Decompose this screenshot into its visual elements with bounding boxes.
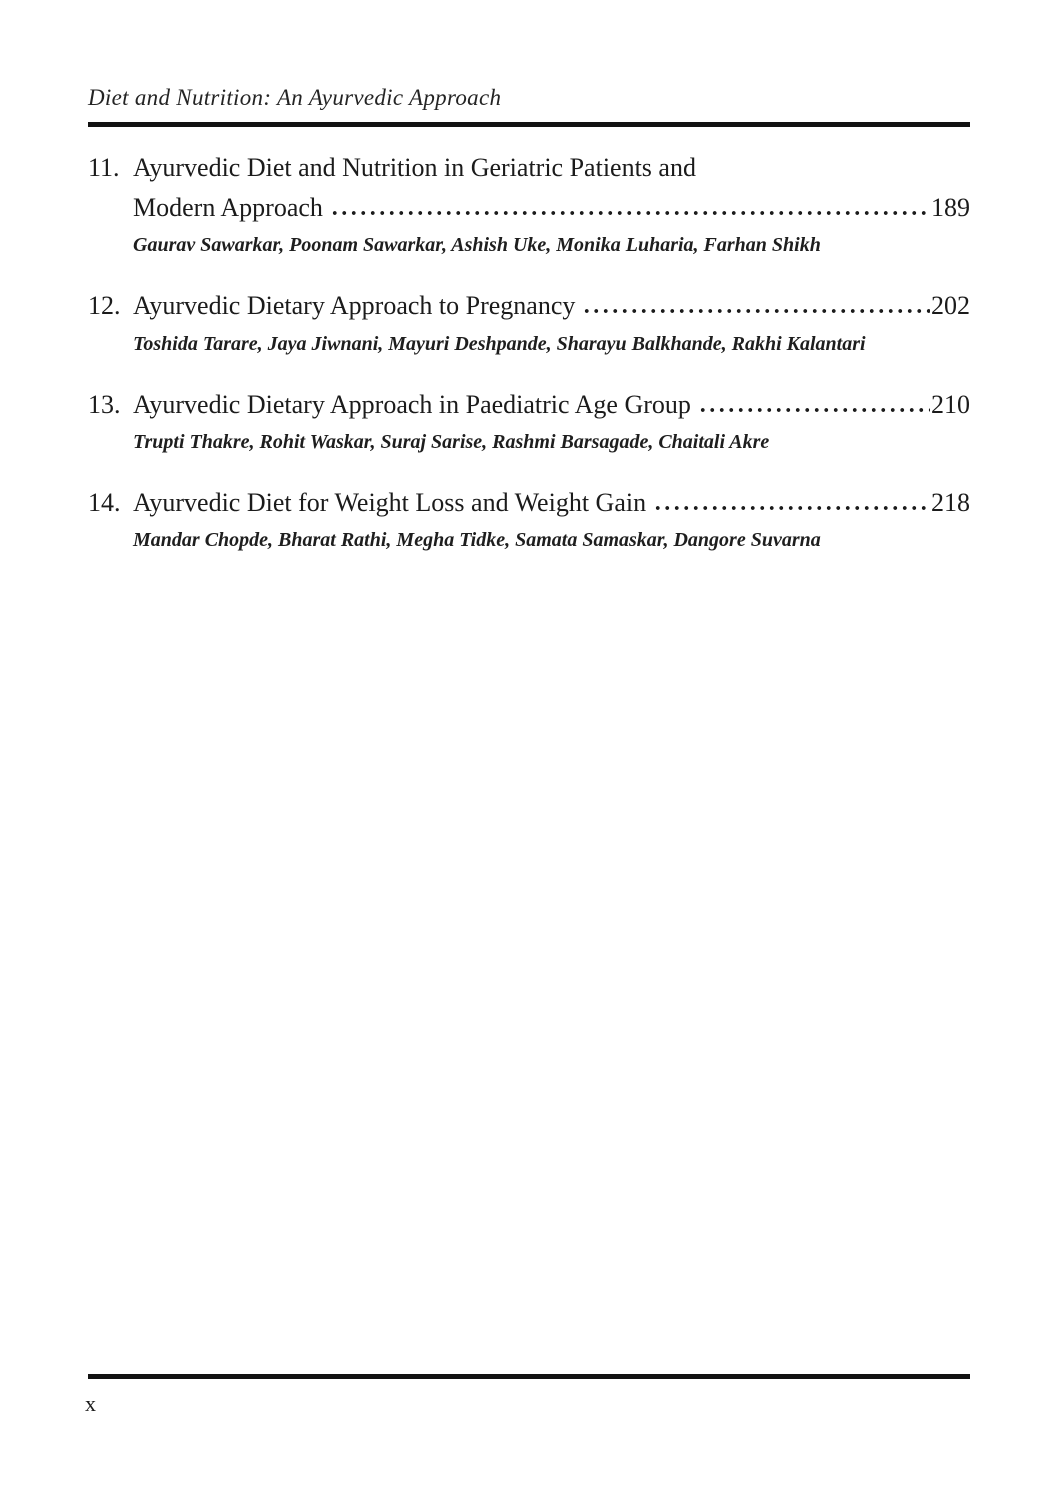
page-number: x [85,1391,96,1416]
dot-leader [698,407,930,413]
toc-entry-11 [88,148,970,261]
dot-leader [330,210,930,216]
chapter-number: 13. [88,389,121,419]
chapter-page-number: 218 [931,487,970,517]
chapter-number: 11. [88,152,120,182]
page-footer [85,1374,970,1417]
chapter-number: 12. [88,291,121,321]
chapter-authors: Trupti Thakre, Rohit Waskar, Suraj Sarise, Rashmi Barsagade, Chaitali Akre [133,430,770,453]
toc-entry-12 [88,286,970,358]
chapter-title-line-2 [133,188,970,228]
chapter-page-number: 210 [931,389,970,419]
chapter-authors: Gaurav Sawarkar, Poonam Sawarkar, Ashish Uke, Monika Luharia, Farhan Shikh [133,234,821,257]
toc-entry-13 [88,385,970,457]
chapter-title-line [133,385,970,425]
chapter-title: Ayurvedic Dietary Approach in Paediatric Age Group [133,389,691,419]
chapter-title-line-1: Ayurvedic Diet and Nutrition in Geriatric Patients and [133,152,696,182]
toc-entry-14 [88,483,970,555]
dot-leader [582,308,930,314]
toc-entry-row [88,483,970,523]
header-rule [88,122,970,127]
toc-entry-row [88,385,970,425]
chapter-title-block [133,148,970,229]
toc-entry-row [88,148,970,229]
chapter-title: Modern Approach [133,193,323,223]
chapter-page-number: 189 [931,193,970,223]
chapter-title: Ayurvedic Dietary Approach to Pregnancy [133,291,576,321]
dot-leader [653,505,930,511]
chapter-number: 14. [88,487,121,517]
chapter-title-line [133,286,970,326]
chapter-authors: Mandar Chopde, Bharat Rathi, Megha Tidke, Samata Samaskar, Dangore Suvarna [133,529,821,552]
running-header-title: Diet and Nutrition: An Ayurvedic Approach [88,85,502,110]
chapter-title-block [133,385,970,425]
chapter-title-block [133,483,970,523]
chapter-title-line [133,483,970,523]
chapter-page-number: 202 [931,291,970,321]
chapter-authors: Toshida Tarare, Jaya Jiwnani, Mayuri Deshpande, Sharayu Balkhande, Rakhi Kalantari [133,332,866,355]
page-content [88,84,970,581]
chapter-title-block [133,286,970,326]
toc-entry-row [88,286,970,326]
footer-rule [88,1374,970,1379]
chapter-title: Ayurvedic Diet for Weight Loss and Weight Gain [133,487,647,517]
